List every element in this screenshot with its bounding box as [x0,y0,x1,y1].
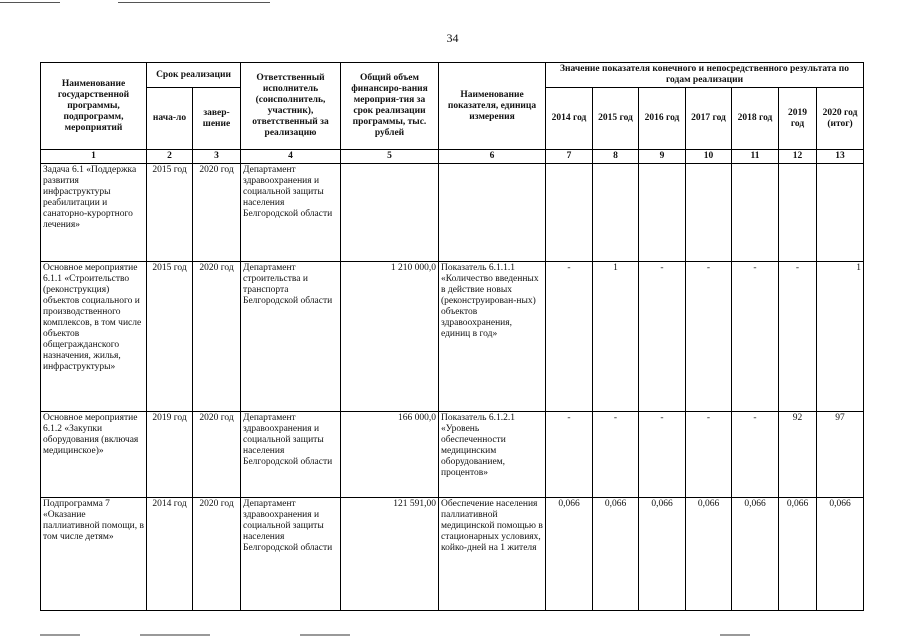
row-value: - [686,262,732,412]
row-value: 97 [817,412,864,498]
row-value: - [686,412,732,498]
header-term-end: завер-шение [193,88,241,150]
header-year: 2016 год [639,88,686,150]
header-indicator-name: Наименование показателя, единица измерения [439,63,546,150]
row-value: 1 [593,262,639,412]
row-value: 1 [817,262,864,412]
header-year: 2020 год (итог) [817,88,864,150]
row-value [639,164,686,262]
column-number: 7 [546,150,593,164]
row-responsible: Департамент здравоохранения и социальной защиты населения Белгородской области [241,498,341,611]
table-row [41,498,864,611]
row-name: Задача 6.1 «Поддержка развития инфраструктуры реабилитации и санаторно-курортного лечения» [41,164,147,262]
row-indicator: Обеспечение населения паллиативной медицинской помощью в стационарных условиях, койко-дней на 1 жителя [439,498,546,611]
row-value: - [546,262,593,412]
column-number: 4 [241,150,341,164]
row-start: 2019 год [147,412,193,498]
column-numbers-row [41,150,864,164]
row-value: - [732,262,779,412]
row-indicator: Показатель 6.1.1.1 «Количество введенных в действие новых (реконструирован-ных) объектов здравоохранения, единиц в год» [439,262,546,412]
column-number: 8 [593,150,639,164]
column-number: 9 [639,150,686,164]
row-value: 0,066 [779,498,817,611]
header-responsible: Ответственный исполнитель (соисполнитель, участник), ответственный за реализацию [241,63,341,150]
row-start: 2015 год [147,164,193,262]
column-number: 11 [732,150,779,164]
column-number: 13 [817,150,864,164]
row-funding: 121 591,00 [341,498,439,611]
row-name: Основное мероприятие 6.1.2 «Закупки оборудования (включая медицинское)» [41,412,147,498]
row-end: 2020 год [193,498,241,611]
top-rule-right [118,2,270,3]
row-funding [341,164,439,262]
row-value: - [546,412,593,498]
column-number: 2 [147,150,193,164]
row-value: - [639,262,686,412]
header-term-start: нача-ло [147,88,193,150]
row-value: - [779,262,817,412]
row-responsible: Департамент здравоохранения и социальной защиты населения Белгородской области [241,412,341,498]
row-value [686,164,732,262]
row-end: 2020 год [193,164,241,262]
column-number: 1 [41,150,147,164]
row-funding: 1 210 000,0 [341,262,439,412]
row-value: - [639,412,686,498]
row-value: 0,066 [817,498,864,611]
row-indicator [439,164,546,262]
row-indicator: Показатель 6.1.2.1 «Уровень обеспеченности медицинским оборудованием, процентов» [439,412,546,498]
row-value [546,164,593,262]
table-row [41,164,864,262]
row-end: 2020 год [193,262,241,412]
header-funding: Общий объем финансиро-вания мероприя-тия за срок реализации программы, тыс. рублей [341,63,439,150]
column-number: 3 [193,150,241,164]
header-year: 2014 год [546,88,593,150]
header-year: 2018 год [732,88,779,150]
table-row [41,262,864,412]
row-responsible: Департамент здравоохранения и социальной защиты населения Белгородской области [241,164,341,262]
column-number: 6 [439,150,546,164]
row-value: 0,066 [686,498,732,611]
row-value: 0,066 [593,498,639,611]
row-value [779,164,817,262]
table-row [41,412,864,498]
header-year: 2015 год [593,88,639,150]
row-start: 2015 год [147,262,193,412]
row-start: 2014 год [147,498,193,611]
row-end: 2020 год [193,412,241,498]
top-rule-left [0,2,60,3]
header-name: Наименование государственной программы, подпрограмм, мероприятий [41,63,147,150]
row-name: Основное мероприятие 6.1.1 «Строительство (реконструкция) объектов социального и производственного комплексов, в том числе объектов общегражданского назначения, жилья, инфраструктуры» [41,262,147,412]
row-value: - [593,412,639,498]
row-value [732,164,779,262]
cut-off-next-line [0,630,905,640]
row-value [593,164,639,262]
row-funding: 166 000,0 [341,412,439,498]
row-value: 0,066 [732,498,779,611]
header-term: Срок реализации [147,63,241,88]
column-number: 5 [341,150,439,164]
program-table [40,62,864,611]
header-year: 2017 год [686,88,732,150]
row-responsible: Департамент строительства и транспорта Белгородской области [241,262,341,412]
header-values-title: Значение показателя конечного и непосредственного результата по годам реализации [546,63,864,88]
row-value: 92 [779,412,817,498]
row-value: - [732,412,779,498]
row-value: 0,066 [546,498,593,611]
row-value [817,164,864,262]
header-year: 2019 год [779,88,817,150]
row-value: 0,066 [639,498,686,611]
row-name: Подпрограмма 7 «Оказание паллиативной помощи, в том числе детям» [41,498,147,611]
page-number: 34 [446,31,459,45]
column-number: 10 [686,150,732,164]
column-number: 12 [779,150,817,164]
